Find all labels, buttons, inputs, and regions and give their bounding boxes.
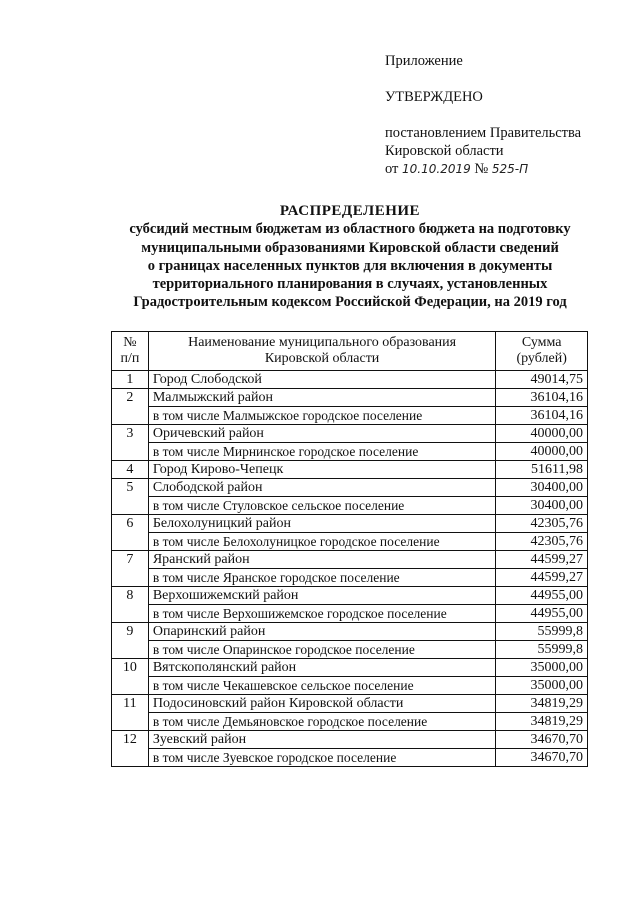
header-sum xyxy=(496,332,588,371)
municipality-name: Верхошижемский район xyxy=(148,587,495,605)
row-number: 9 xyxy=(112,623,149,659)
municipality-name: в том числе Опаринское городское поселение xyxy=(148,641,495,659)
table-row xyxy=(112,479,588,497)
header-name xyxy=(148,332,495,371)
subsidy-table xyxy=(111,331,588,767)
table-row xyxy=(112,623,588,641)
municipality-name: Опаринский район xyxy=(148,623,495,641)
subsidy-sum: 30400,00 xyxy=(496,479,588,497)
table-row xyxy=(112,587,588,605)
municipality-name: в том числе Зуевское городское поселение xyxy=(148,749,495,767)
row-number: 8 xyxy=(112,587,149,623)
municipality-name: в том числе Демьяновское городское поселение xyxy=(148,713,495,731)
subsidy-sum: 55999,8 xyxy=(496,623,588,641)
number-sign: № xyxy=(474,161,489,177)
row-number: 5 xyxy=(112,479,149,515)
municipality-name: Малмыжский район xyxy=(148,389,495,407)
municipality-name: Слободской район xyxy=(148,479,495,497)
subsidy-sum: 34819,29 xyxy=(496,695,588,713)
municipality-name: Подосиновский район Кировской области xyxy=(148,695,495,713)
table-row xyxy=(112,533,588,551)
handwritten-date: 10.10.2019 xyxy=(402,162,471,176)
table-row xyxy=(112,659,588,677)
spacer xyxy=(385,106,581,124)
table-row xyxy=(112,695,588,713)
row-number: 10 xyxy=(112,659,149,695)
table-row xyxy=(112,677,588,695)
table-row xyxy=(112,407,588,425)
subsidy-sum: 44955,00 xyxy=(496,587,588,605)
subsidy-sum: 34670,70 xyxy=(496,731,588,749)
resolution-line-2: Кировской области xyxy=(385,143,504,159)
table-row xyxy=(112,551,588,569)
table-row xyxy=(112,749,588,767)
title-line: субсидий местным бюджетам из областного бюджета на подготовку xyxy=(129,221,571,238)
municipality-name: в том числе Чекашевское сельское поселение xyxy=(148,677,495,695)
subsidy-sum: 34670,70 xyxy=(496,749,588,767)
row-number: 11 xyxy=(112,695,149,731)
title-main: РАСПРЕДЕЛЕНИЕ xyxy=(279,203,421,219)
subsidy-sum: 35000,00 xyxy=(496,677,588,695)
subsidy-sum: 30400,00 xyxy=(496,497,588,515)
table-row xyxy=(112,461,588,479)
header-name-line: Наименование муниципального образования xyxy=(188,335,457,350)
from-prefix: от xyxy=(385,161,399,177)
table-row xyxy=(112,731,588,749)
subsidy-sum: 55999,8 xyxy=(496,641,588,659)
subsidy-sum: 36104,16 xyxy=(496,407,588,425)
row-number: 6 xyxy=(112,515,149,551)
header-number-line: п/п xyxy=(120,351,140,366)
approval-block xyxy=(385,52,581,178)
subsidy-sum: 49014,75 xyxy=(496,371,588,389)
municipality-name: Город Кирово-Чепецк xyxy=(148,461,495,479)
municipality-name: в том числе Стуловское сельское поселение xyxy=(148,497,495,515)
subsidy-sum: 42305,76 xyxy=(496,515,588,533)
table-header-row xyxy=(112,332,588,371)
spacer xyxy=(385,70,581,88)
subsidy-sum: 40000,00 xyxy=(496,443,588,461)
title-line: муниципальными образованиями Кировской области сведений xyxy=(141,239,559,256)
table-row xyxy=(112,389,588,407)
table-row xyxy=(112,569,588,587)
municipality-name: в том числе Малмыжское городское поселение xyxy=(148,407,495,425)
approved-label: УТВЕРЖДЕНО xyxy=(385,89,483,105)
row-number: 7 xyxy=(112,551,149,587)
header-number xyxy=(112,332,149,371)
subsidy-sum: 34819,29 xyxy=(496,713,588,731)
table-body xyxy=(112,371,588,767)
resolution-line-1: постановлением Правительства xyxy=(385,125,582,141)
title-line: о границах населенных пунктов для включения в документы xyxy=(147,257,553,274)
document-title xyxy=(100,202,600,312)
row-number: 12 xyxy=(112,731,149,767)
subsidy-sum: 40000,00 xyxy=(496,425,588,443)
handwritten-number: 525-П xyxy=(491,162,529,176)
row-number: 4 xyxy=(112,461,149,479)
table-row xyxy=(112,641,588,659)
subsidy-sum: 44599,27 xyxy=(496,551,588,569)
header-number-line: № xyxy=(123,335,137,350)
municipality-name: Город Слободской xyxy=(148,371,495,389)
table-row xyxy=(112,443,588,461)
subsidy-sum: 35000,00 xyxy=(496,659,588,677)
table-row xyxy=(112,713,588,731)
table-row xyxy=(112,425,588,443)
table-row xyxy=(112,605,588,623)
header-sum-line: (рублей) xyxy=(516,351,567,366)
municipality-name: в том числе Белохолуницкое городское поселение xyxy=(148,533,495,551)
municipality-name: Зуевский район xyxy=(148,731,495,749)
subsidy-sum: 51611,98 xyxy=(496,461,588,479)
municipality-name: в том числе Верхошижемское городское поселение xyxy=(148,605,495,623)
header-sum-line: Сумма xyxy=(521,335,562,350)
title-line: территориального планирования в случаях, установленных xyxy=(152,276,548,293)
subsidy-sum: 44955,00 xyxy=(496,605,588,623)
row-number: 3 xyxy=(112,425,149,461)
table-row xyxy=(112,515,588,533)
municipality-name: Вятскополянский район xyxy=(148,659,495,677)
row-number: 1 xyxy=(112,371,149,389)
municipality-name: в том числе Яранское городское поселение xyxy=(148,569,495,587)
table-row xyxy=(112,371,588,389)
header-name-line: Кировской области xyxy=(264,351,380,366)
subsidy-sum: 36104,16 xyxy=(496,389,588,407)
title-line: Градостроительным кодексом Российской Федерации, на 2019 год xyxy=(133,294,567,311)
row-number: 2 xyxy=(112,389,149,425)
subsidy-sum: 44599,27 xyxy=(496,569,588,587)
subsidy-sum: 42305,76 xyxy=(496,533,588,551)
municipality-name: Оричевский район xyxy=(148,425,495,443)
municipality-name: Яранский район xyxy=(148,551,495,569)
table-row xyxy=(112,497,588,515)
appendix-label: Приложение xyxy=(385,53,463,69)
resolution-date-number xyxy=(385,160,581,178)
municipality-name: Белохолуницкий район xyxy=(148,515,495,533)
municipality-name: в том числе Мирнинское городское поселение xyxy=(148,443,495,461)
